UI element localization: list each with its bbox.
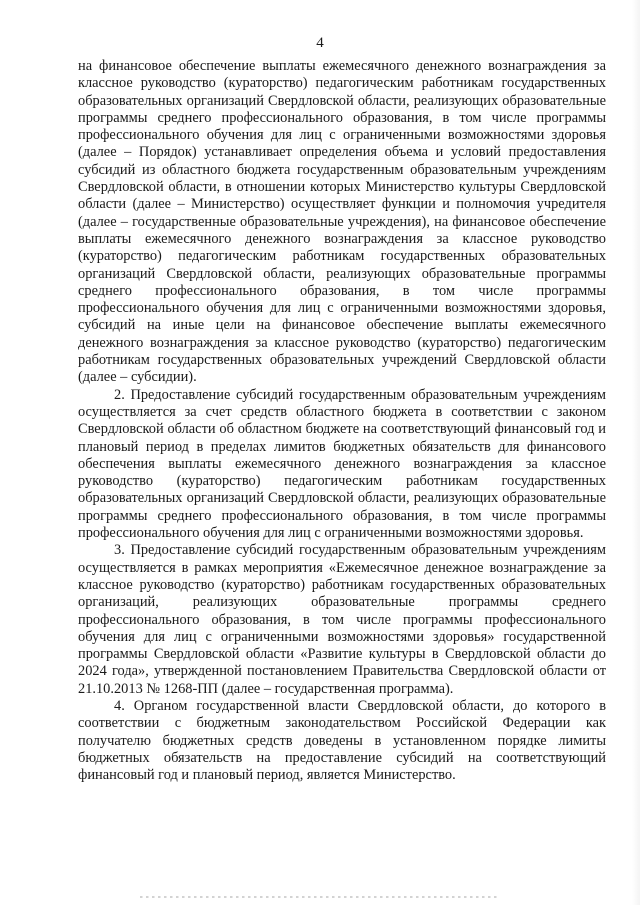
- scan-edge-shadow: [632, 0, 640, 905]
- paragraph-4: 4. Органом государственной власти Свердловской области, до которого в соответствии с бюджетным законодательством Российской Федерации как получателю бюджетных средств доведены в установленном порядке лимиты бюджетных обязательств на предоставление субсидий на соответствующий финансовый год и плановый период, является Министерство.: [78, 697, 606, 784]
- scan-artifact-dots: [140, 896, 500, 898]
- paragraph-continuation: на финансовое обеспечение выплаты ежемесячного денежного вознаграждения за классное руководство (кураторство) педагогическим работникам государственных образовательных организаций Свердловской области, реализующих образовательные программы среднего профессионального образования, в том числе программы профессионального обучения для лиц с ограниченными возможностями здоровья (далее – Порядок) устанавливает определения объема и условий предоставления субсидий из областного бюджета государственным образовательным учреждениям Свердловской области, в отношении которых Министерство культуры Свердловской области (далее – Министерство) осуществляет функции и полномочия учредителя (далее – государственные образовательные учреждения), на финансовое обеспечение выплаты ежемесячного денежного вознаграждения за классное руководство (кураторство) педагогическим работникам государственных образовательных организаций Свердловской области, реализующих образовательные программы среднего профессионального образования, в том числе программы профессионального обучения для лиц с ограниченными возможностями здоровья, субсидий на иные цели на финансовое обеспечение выплаты ежемесячного денежного вознаграждения за классное руководство (кураторство) педагогическим работникам государственных образовательных учреждений Свердловской области (далее – субсидии).: [78, 58, 606, 386]
- page-number: 4: [316, 35, 324, 51]
- paragraph-3: 3. Предоставление субсидий государственным образовательным учреждениям осуществляется в рамках мероприятия «Ежемесячное денежное вознаграждение за классное руководство (кураторство) работникам государственных образовательных организаций, реализующих образовательные программы среднего профессионального образования, в том числе программы профессионального обучения для лиц с ограниченными возможностями здоровья» государственной программы Свердловской области «Развитие культуры в Свердловской области до 2024 года», утвержденной постановлением Правительства Свердловской области от 21.10.2013 № 1268-ПП (далее – государственная программа).: [78, 542, 606, 697]
- document-body: [78, 58, 606, 784]
- paragraph-2: 2. Предоставление субсидий государственным образовательным учреждениям осуществляется за счет средств областного бюджета в соответствии с законом Свердловской области об областном бюджете на соответствующий финансовый год и плановый период в пределах лимитов бюджетных обязательств для финансового обеспечения выплаты ежемесячного денежного вознаграждения за классное руководство (кураторство) педагогическим работникам государственных образовательных организаций Свердловской области, реализующих образовательные программы среднего профессионального образования, в том числе программы профессионального обучения для лиц с ограниченными возможностями здоровья.: [78, 386, 606, 542]
